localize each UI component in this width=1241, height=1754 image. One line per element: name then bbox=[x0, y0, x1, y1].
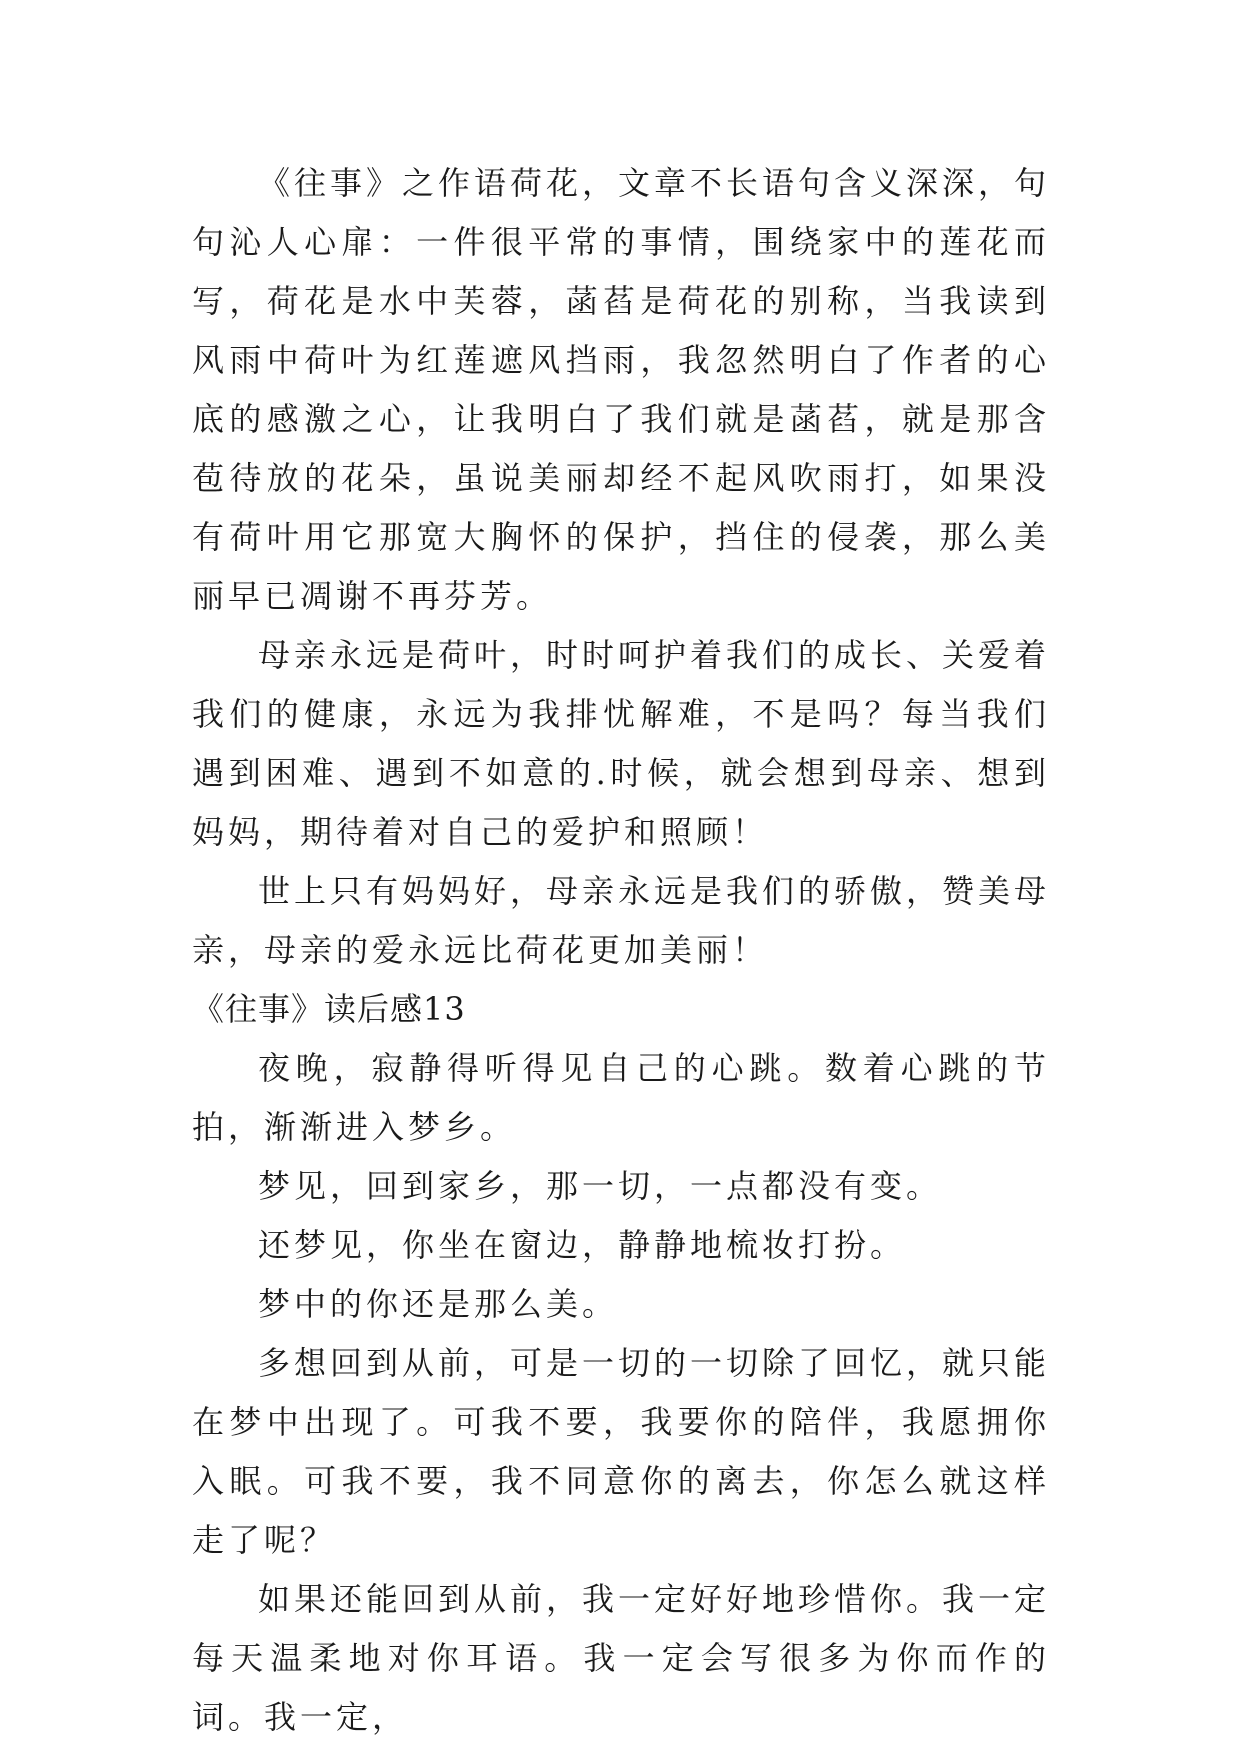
paragraph-dream-hometown: 梦见，回到家乡，那一切，一点都没有变。 bbox=[258, 1167, 943, 1205]
document-body bbox=[192, 154, 1050, 1747]
paragraph-praise-mother: 世上只有妈妈好，母亲永远是我们的骄傲，赞美母亲，母亲的爱永远比荷花更加美丽！ bbox=[192, 872, 1051, 969]
paragraph-still-beautiful: 梦中的你还是那么美。 bbox=[258, 1285, 619, 1323]
paragraph-mother-lotus-leaf: 母亲永远是荷叶，时时呵护着我们的成长、关爱着我们的健康，永远为我排忧解难，不是吗？每当我们遇到困难、遇到不如意的.时候，就会想到母亲、想到妈妈，期待着对自己的爱护和照顾！ bbox=[192, 636, 1051, 851]
paragraph-cherish-you: 如果还能回到从前，我一定好好地珍惜你。我一定每天温柔地对你耳语。我一定会写很多为你而作的词。我一定， bbox=[192, 1580, 1051, 1736]
paragraph-night-heartbeat: 夜晚，寂静得听得见自己的心跳。数着心跳的节拍，渐渐进入梦乡。 bbox=[192, 1049, 1050, 1146]
paragraph-dream-window: 还梦见，你坐在窗边，静静地梳妆打扮。 bbox=[258, 1226, 907, 1264]
paragraph-wish-return: 多想回到从前，可是一切的一切除了回忆，就只能在梦中出现了。可我不要，我要你的陪伴，我愿拥你入眠。可我不要，我不同意你的离去，你怎么就这样走了呢？ bbox=[192, 1344, 1051, 1559]
section-title: 《往事》读后感13 bbox=[192, 990, 466, 1028]
paragraph-lotus-essay: 《往事》之作语荷花，文章不长语句含义深深，句句沁人心扉：一件很平常的事情，围绕家中的莲花而写，荷花是水中芙蓉，菡萏是荷花的别称，当我读到风雨中荷叶为红莲遮风挡雨，我忽然明白了作者的心底的感激之心，让我明白了我们就是菡萏，就是那含苞待放的花朵，虽说美丽却经不起风吹雨打，如果没有荷叶用它那宽大胸怀的保护，挡住的侵袭，那么美丽早已凋谢不再芬芳。 bbox=[192, 164, 1051, 615]
